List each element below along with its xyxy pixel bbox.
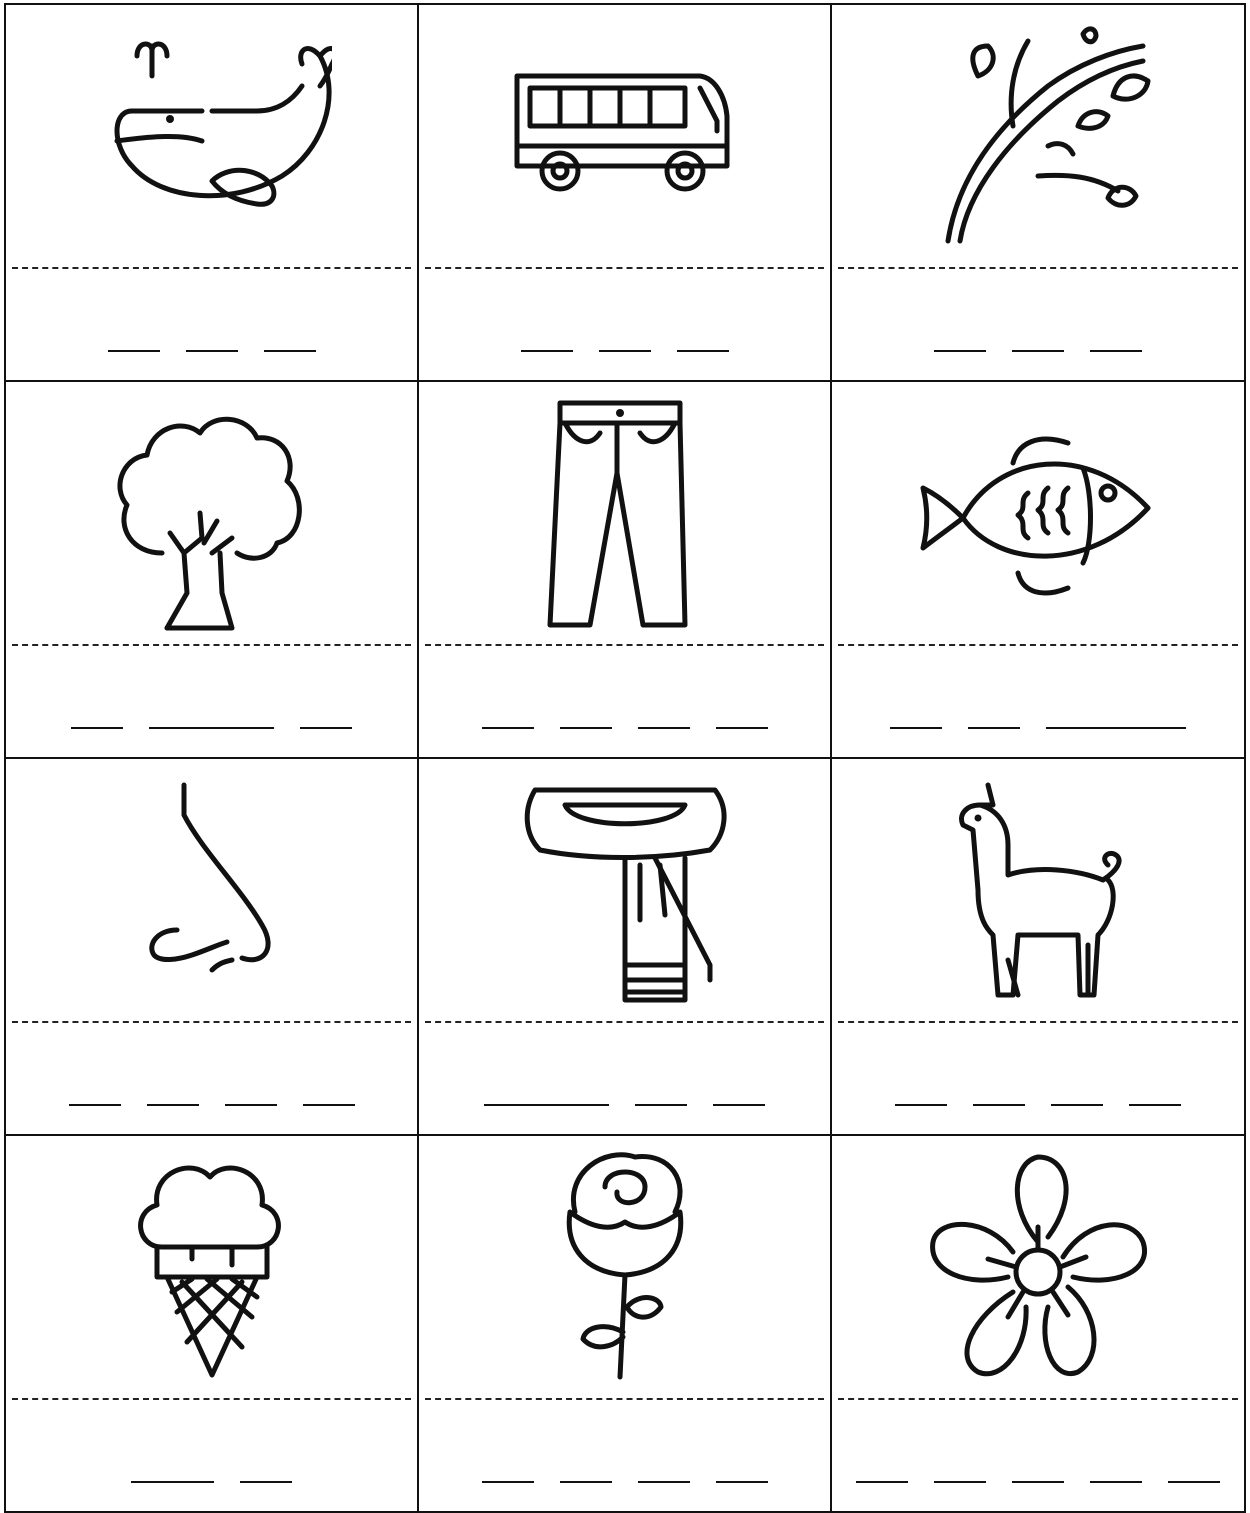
letter-blank bbox=[934, 350, 986, 352]
bus-icon bbox=[419, 5, 830, 267]
cut-line bbox=[12, 1021, 411, 1023]
letter-blank bbox=[147, 1104, 199, 1106]
letter-blank bbox=[560, 1481, 612, 1483]
letter-blank bbox=[1129, 1104, 1181, 1106]
letter-blank bbox=[240, 1481, 292, 1483]
letter-blank bbox=[1090, 1481, 1142, 1483]
answer-blanks bbox=[6, 1104, 417, 1106]
card-scarf bbox=[419, 759, 832, 1136]
letter-blank bbox=[1168, 1481, 1220, 1483]
letter-blank bbox=[968, 727, 1020, 729]
flower-icon bbox=[832, 1136, 1244, 1398]
answer-blanks bbox=[419, 350, 830, 352]
cut-line bbox=[838, 1398, 1238, 1400]
letter-blank bbox=[149, 727, 274, 729]
card-llama bbox=[832, 759, 1246, 1136]
answer-blanks bbox=[419, 1104, 830, 1106]
letter-blank bbox=[482, 727, 534, 729]
answer-blanks bbox=[6, 350, 417, 352]
whale-icon bbox=[6, 5, 417, 267]
card-flower bbox=[832, 1136, 1246, 1513]
letter-blank bbox=[677, 350, 729, 352]
cut-line bbox=[12, 267, 411, 269]
letter-blank bbox=[186, 350, 238, 352]
card-bus bbox=[419, 5, 832, 382]
answer-blanks bbox=[6, 1481, 417, 1483]
letter-blank bbox=[560, 727, 612, 729]
letter-blank bbox=[716, 1481, 768, 1483]
cut-line bbox=[425, 267, 824, 269]
card-ice-cream bbox=[6, 1136, 419, 1513]
letter-blank bbox=[638, 1481, 690, 1483]
letter-blank bbox=[890, 727, 942, 729]
cut-line bbox=[425, 1021, 824, 1023]
letter-blank bbox=[482, 1481, 534, 1483]
branch-icon bbox=[832, 5, 1244, 267]
cut-line bbox=[425, 644, 824, 646]
letter-blank bbox=[973, 1104, 1025, 1106]
answer-blanks bbox=[832, 350, 1244, 352]
letter-blank bbox=[638, 727, 690, 729]
answer-blanks bbox=[6, 727, 417, 729]
cut-line bbox=[425, 1398, 824, 1400]
letter-blank bbox=[934, 1481, 986, 1483]
tree-icon bbox=[6, 382, 417, 644]
letter-blank bbox=[895, 1104, 947, 1106]
letter-blank bbox=[264, 350, 316, 352]
letter-blank bbox=[69, 1104, 121, 1106]
ice-cream-icon bbox=[6, 1136, 417, 1398]
letter-blank bbox=[484, 1104, 609, 1106]
card-whale bbox=[6, 5, 419, 382]
letter-blank bbox=[300, 727, 352, 729]
answer-blanks bbox=[832, 727, 1244, 729]
card-fish bbox=[832, 382, 1246, 759]
answer-blanks bbox=[419, 1481, 830, 1483]
letter-blank bbox=[131, 1481, 214, 1483]
letter-blank bbox=[108, 350, 160, 352]
llama-icon bbox=[832, 759, 1244, 1021]
cut-line bbox=[838, 644, 1238, 646]
scarf-icon bbox=[419, 759, 830, 1021]
answer-blanks bbox=[832, 1104, 1244, 1106]
letter-blank bbox=[1051, 1104, 1103, 1106]
letter-blank bbox=[225, 1104, 277, 1106]
card-trousers bbox=[419, 382, 832, 759]
letter-blank bbox=[856, 1481, 908, 1483]
nose-icon bbox=[6, 759, 417, 1021]
card-rose bbox=[419, 1136, 832, 1513]
letter-blank bbox=[1012, 1481, 1064, 1483]
letter-blank bbox=[713, 1104, 765, 1106]
letter-blank bbox=[521, 350, 573, 352]
letter-blank bbox=[1012, 350, 1064, 352]
letter-blank bbox=[71, 727, 123, 729]
letter-blank bbox=[716, 727, 768, 729]
cut-line bbox=[12, 644, 411, 646]
rose-icon bbox=[419, 1136, 830, 1398]
cut-line bbox=[12, 1398, 411, 1400]
letter-blank bbox=[599, 350, 651, 352]
letter-blank bbox=[635, 1104, 687, 1106]
card-tree bbox=[6, 382, 419, 759]
answer-blanks bbox=[419, 727, 830, 729]
letter-blank bbox=[303, 1104, 355, 1106]
answer-blanks bbox=[832, 1481, 1244, 1483]
card-branch bbox=[832, 5, 1246, 382]
letter-blank bbox=[1046, 727, 1186, 729]
cut-line bbox=[838, 267, 1238, 269]
letter-blank bbox=[1090, 350, 1142, 352]
worksheet-grid bbox=[4, 3, 1246, 1513]
trousers-icon bbox=[419, 382, 830, 644]
fish-icon bbox=[832, 382, 1244, 644]
card-nose bbox=[6, 759, 419, 1136]
cut-line bbox=[838, 1021, 1238, 1023]
